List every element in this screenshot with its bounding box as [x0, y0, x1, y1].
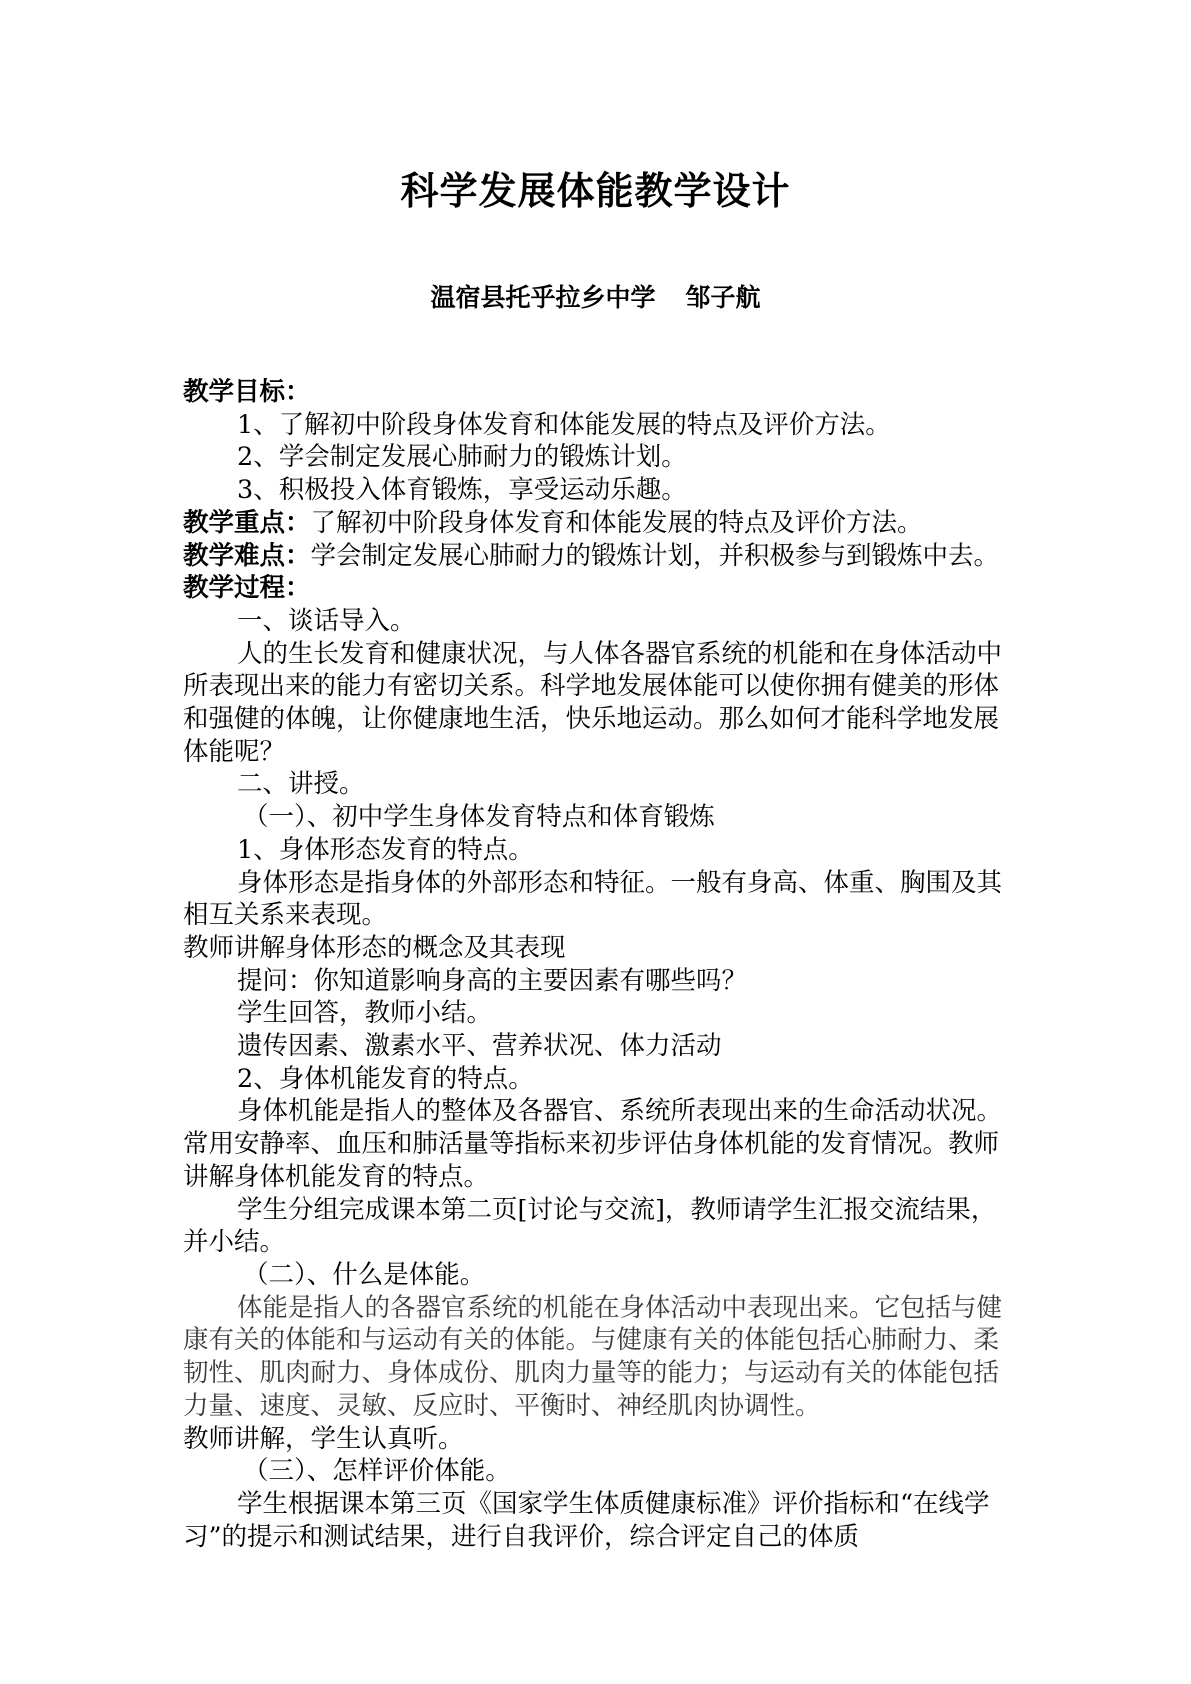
author-school: 温宿县托乎拉乡中学	[430, 283, 656, 312]
objective-item: 3、积极投入体育锻炼，享受运动乐趣。	[237, 475, 687, 506]
section-paragraph: 教师讲解，学生认真听。	[183, 1423, 464, 1454]
section-paragraph: 身体机能是指人的整体及各器官、系统所表现出来的生命活动状况。常用安静率、血压和肺活量等指标来初步评估身体机能的发育情况。教师讲解身体机能发育的特点。	[183, 1096, 1003, 1192]
difficulty-text: 学会制定发展心肺耐力的锻炼计划，并积极参与到锻炼中去。	[310, 540, 1000, 571]
key-point-text: 了解初中阶段身体发育和体能发展的特点及评价方法。	[310, 507, 923, 538]
difficulty-label: 教学难点：	[183, 540, 311, 571]
difficulty-paragraph	[183, 540, 1003, 573]
section-paragraph: 身体形态是指身体的外部形态和特征。一般有身高、体重、胸围及其相互关系来表现。	[183, 867, 1003, 931]
document-body	[183, 376, 1003, 1553]
section-paragraph: 遗传因素、激素水平、营养状况、体力活动	[237, 1031, 722, 1062]
subsection-heading: （一）、初中学生身体发育特点和体育锻炼	[243, 802, 715, 833]
section-heading: 二、讲授。	[237, 769, 365, 800]
section-paragraph: 学生根据课本第三页《国家学生体质健康标准》评价指标和“在线学习”的提示和测试结果，进行自我评价，综合评定自己的体质	[183, 1488, 990, 1552]
section-heading: 一、谈话导入。	[237, 605, 416, 636]
author-name: 邹子航	[685, 283, 761, 312]
objective-item: 1、了解初中阶段身体发育和体能发展的特点及评价方法。	[237, 409, 891, 440]
key-point-label: 教学重点：	[183, 507, 311, 538]
document-title: 科学发展体能教学设计	[400, 169, 791, 213]
section-paragraph: 提问：你知道影响身高的主要因素有哪些吗？	[237, 965, 748, 996]
section-paragraph: 教师讲解身体形态的概念及其表现	[183, 932, 566, 963]
objectives-label: 教学目标：	[183, 377, 311, 407]
item-heading: 2、身体机能发育的特点。	[237, 1063, 534, 1094]
process-label: 教学过程：	[183, 573, 311, 604]
subsection-heading: （三）、怎样评价体能。	[243, 1456, 511, 1487]
subsection-heading: （二）、什么是体能。	[243, 1259, 486, 1290]
objective-item: 2、学会制定发展心肺耐力的锻炼计划。	[237, 442, 687, 473]
item-heading: 1、身体形态发育的特点。	[237, 834, 534, 865]
author-line	[0, 278, 1191, 314]
section-paragraph: 体能是指人的各器官系统的机能在身体活动中表现出来。它包括与健康有关的体能和与运动有关的体能。与健康有关的体能包括心肺耐力、柔韧性、肌肉耐力、身体成份、肌肉力量等的能力；与运动有关的体能包括力量、速度、灵敏、反应时、平衡时、神经肌肉协调性。	[183, 1292, 1003, 1421]
key-point-paragraph	[183, 507, 1003, 540]
section-paragraph: 学生回答，教师小结。	[237, 998, 493, 1029]
section-paragraph: 学生分组完成课本第二页[讨论与交流]，教师请学生汇报交流结果，并小结。	[183, 1194, 997, 1258]
section-paragraph: 人的生长发育和健康状况，与人体各器官系统的机能和在身体活动中所表现出来的能力有密切关系。科学地发展体能可以使你拥有健美的形体和强健的体魄，让你健康地生活，快乐地运动。那么如何才能科学地发展体能呢？	[183, 638, 1003, 767]
